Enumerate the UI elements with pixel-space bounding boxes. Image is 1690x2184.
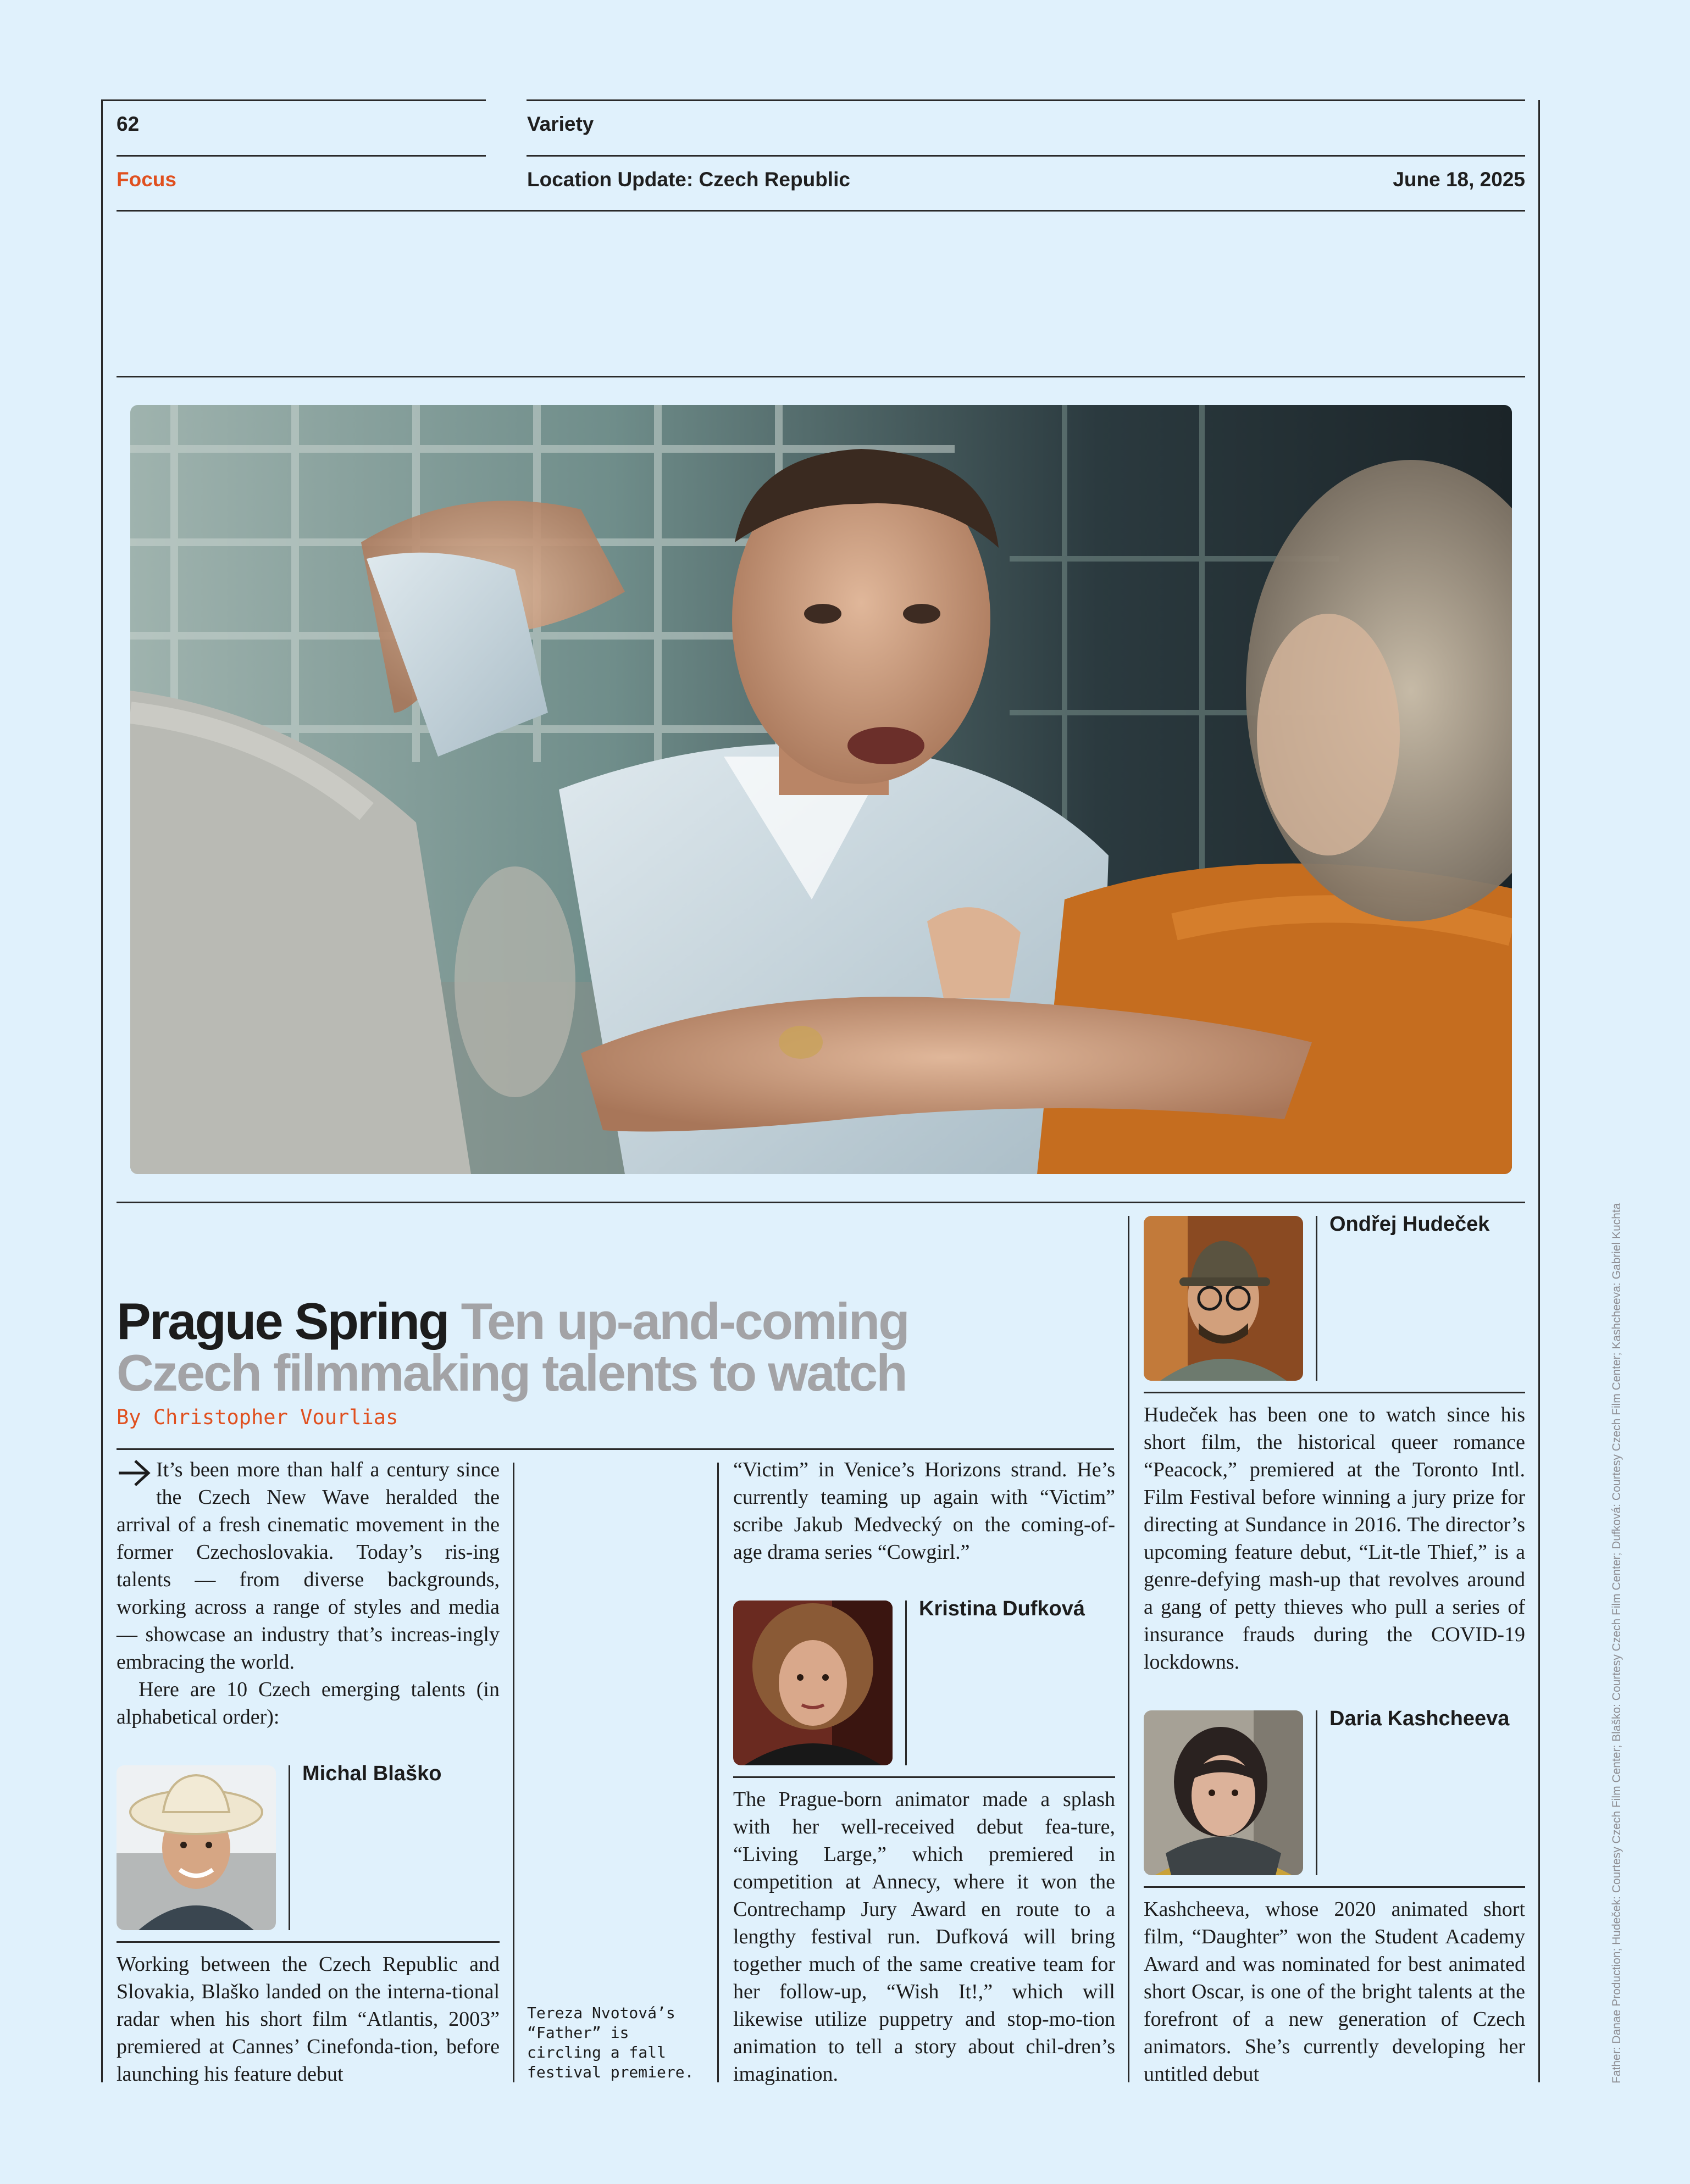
article-title bbox=[117, 1292, 1106, 1402]
section-label: Focus bbox=[117, 168, 176, 191]
intro-paragraph-2: Here are 10 Czech emerging talents (in alphabetical order): bbox=[117, 1678, 500, 1729]
kashcheeva-bottom-rule bbox=[1144, 1886, 1525, 1888]
title-bottom-rule bbox=[117, 1448, 1114, 1450]
kashcheeva-name-rule bbox=[1316, 1710, 1317, 1875]
profile-name-blasko: Michal Blaško bbox=[302, 1762, 442, 1785]
page-number: 62 bbox=[117, 113, 140, 135]
profile-name-hudecek: Ondřej Hudeček bbox=[1329, 1213, 1490, 1236]
hudecek-name-rule bbox=[1316, 1216, 1317, 1381]
intro-paragraph-1: It’s been more than half a century since the Czech New Wave heralded the arrival of a fresh cinematic movement in the former Czechoslovakia. Today’s ris-ing talents — from diverse backgrounds, working across a range of styles and media — showcase an industry that’s increas-ingly embracing the world. bbox=[117, 1458, 500, 1674]
photo-credit: Father: Danae Production; Hudeček: Courtesy Czech Film Center; Blaško: Courtesy Czech Film Center; Dufková: Courtesy Czech Film Center; Kashcheeva: Gabriel Kuchta bbox=[1610, 1203, 1623, 2083]
profile-text-blasko: Working between the Czech Republic and Slovakia, Blaško landed on the interna-tional radar when his short film “Atlantis, 2003” premiered at Cannes’ Cinefonda-tion, before launching his feature debut bbox=[117, 1953, 500, 2086]
blasko-bottom-rule bbox=[117, 1941, 500, 1943]
title-sub-line2: Czech filmmaking talents to watch bbox=[117, 1344, 906, 1402]
film-still-photo-icon bbox=[130, 405, 1512, 1174]
profile-text-kashcheeva: Kashcheeva, whose 2020 animated short film, “Daughter” won the Student Academy Award and was nominated for best animated short Oscar, is one of the bright talents at the forefront of a new generation of Czech animators. She’s currently developing her untitled debut bbox=[1144, 1898, 1525, 2086]
avatar-ondrej-hudecek bbox=[1144, 1216, 1303, 1381]
hudecek-bottom-rule bbox=[1144, 1392, 1525, 1393]
profile-name-kashcheeva: Daria Kashcheeva bbox=[1329, 1707, 1510, 1730]
photo-bottom-rule bbox=[117, 1202, 1525, 1203]
profile-text-hudecek: Hudeček has been one to watch since his short film, the historical queer romance “Peacock,” premiered at the Toronto Intl. Film Festival before winning a jury prize for directing at Sundance in 2016. The director’s upcoming feature debut, “Lit-tle Thief,” is a genre-defying mash-up that revolves around a gang of petty thieves who pull a series of insurance frauds during the COVID-19 lockdowns. bbox=[1144, 1403, 1525, 1674]
profile-text-dufkova: The Prague-born animator made a splash with her well-received debut fea-ture, “Living Large,” which premiered in competition at Annecy, where it won the Contrechamp Jury Award en route to a lengthy festival run. Dufková will bring together much of the same creative team for her follow-up, “Wish It!,” which will likewise utilize puppetry and stop-mo-tion animation to tell a story about chil-dren’s imagination. bbox=[733, 1788, 1115, 2086]
header-bottom-rule bbox=[117, 210, 1525, 212]
header-mid-rule-right bbox=[527, 155, 1525, 157]
avatar-michal-blasko bbox=[117, 1765, 276, 1930]
publication-name: Variety bbox=[527, 113, 594, 135]
col2-right-rule bbox=[717, 1463, 719, 2082]
dufkova-bottom-rule bbox=[733, 1776, 1115, 1778]
title-sub-line1: Ten up-and-coming bbox=[461, 1292, 908, 1350]
avatar-daria-kashcheeva bbox=[1144, 1710, 1303, 1875]
issue-date: June 18, 2025 bbox=[1393, 168, 1525, 191]
right-frame-rule bbox=[1538, 100, 1540, 2082]
title-main: Prague Spring bbox=[117, 1292, 448, 1350]
left-frame-rule bbox=[101, 100, 103, 2082]
col3-left-rule-upper bbox=[1128, 1216, 1129, 2082]
arrow-right-icon bbox=[117, 1458, 156, 1491]
avatar-kristina-dufkova bbox=[733, 1601, 893, 1765]
blasko-name-rule bbox=[289, 1765, 290, 1930]
dufkova-name-rule bbox=[905, 1601, 907, 1765]
header-mid-rule-left bbox=[117, 155, 486, 157]
byline: By Christopher Vourlias bbox=[117, 1405, 398, 1429]
header-top-rule-left bbox=[101, 99, 486, 101]
photo-caption: Tereza Nvotová’s “Father” is circling a fall festival premiere. bbox=[527, 2004, 694, 2081]
section-title: Location Update: Czech Republic bbox=[527, 168, 850, 191]
col1-right-rule bbox=[513, 1463, 514, 2082]
photo-top-rule bbox=[117, 376, 1525, 377]
hero-film-still bbox=[130, 405, 1512, 1174]
profile-name-dufkova: Kristina Dufková bbox=[919, 1597, 1085, 1620]
continued-text: “Victim” in Venice’s Horizons strand. He’s currently teaming up again with “Victim” scribe Jakub Medvecký on the coming-of-age drama series “Cowgirl.” bbox=[733, 1458, 1115, 1564]
header-top-rule-right bbox=[527, 99, 1525, 101]
intro-text bbox=[117, 1456, 500, 1731]
